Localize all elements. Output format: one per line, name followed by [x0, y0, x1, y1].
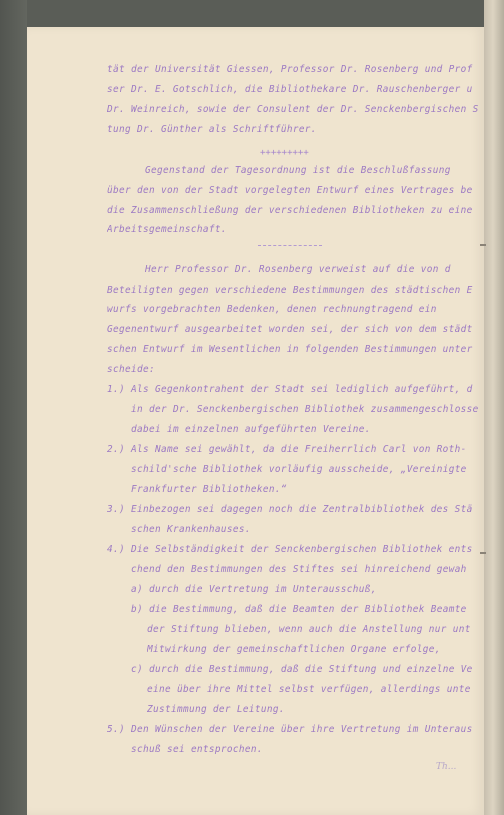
- text-line: dabei im einzelnen aufgeführten Vereine.: [131, 424, 371, 435]
- list-item: 2.) Als Name sei gewählt, da die Freiherrlich Carl von Roth-: [107, 444, 467, 455]
- handwritten-signature: Th...: [436, 762, 457, 772]
- page-mark: [480, 552, 486, 554]
- page-edge: [484, 0, 504, 815]
- text-line: tät der Universität Giessen, Professor Dr. Rosenberg und Prof: [107, 64, 473, 75]
- sub-list-item: c) durch die Bestimmung, daß die Stiftung und einzelne Ve: [131, 664, 473, 675]
- sub-list-item: b) die Bestimmung, daß die Beamten der Bibliothek Beamte: [131, 604, 467, 615]
- text-line: wurfs vorgebrachten Bedenken, denen rechnungtragend ein: [107, 304, 437, 315]
- list-item: 3.) Einbezogen sei dagegen noch die Zentralbibliothek des Stä: [107, 504, 473, 515]
- text-line: Zustimmung der Leitung.: [147, 704, 285, 715]
- sub-list-item: a) durch die Vertretung im Unterausschuß,: [131, 584, 377, 595]
- list-item: 4.) Die Selbständigkeit der Senckenbergischen Bibliothek ents: [107, 544, 473, 555]
- text-line: schen Krankenhauses.: [131, 524, 251, 535]
- text-line: schuß sei entsprochen.: [131, 744, 263, 755]
- text-line: über den von der Stadt vorgelegten Entwurf eines Vertrages be: [107, 185, 473, 196]
- text-line: Mitwirkung der gemeinschaftlichen Organe erfolge,: [147, 644, 441, 655]
- text-line: chend den Bestimmungen des Stiftes sei hinreichend gewah: [131, 564, 467, 575]
- separator-marks: +++++++++: [260, 148, 309, 158]
- text-line: eine über ihre Mittel selbst verfügen, allerdings unte: [147, 684, 471, 695]
- text-line: die Zusammenschließung der verschiedenen Bibliotheken zu eine: [107, 205, 473, 216]
- text-line: ser Dr. E. Gotschlich, die Bibliothekare Dr. Rauschenberger u: [107, 84, 473, 95]
- section-divider: [258, 245, 322, 246]
- text-line: Gegenstand der Tagesordnung ist die Beschlußfassung: [145, 165, 451, 176]
- page-mark: [480, 244, 486, 246]
- text-line: Herr Professor Dr. Rosenberg verweist auf die von d: [145, 264, 451, 275]
- text-line: schild'sche Bibliothek vorläufig ausscheide, „Vereinigte: [131, 464, 467, 475]
- text-line: tung Dr. Günther als Schriftführer.: [107, 124, 317, 135]
- text-line: der Stiftung blieben, wenn auch die Anstellung nur unt: [147, 624, 471, 635]
- text-line: schen Entwurf im Wesentlichen in folgenden Bestimmungen unter: [107, 344, 473, 355]
- background-top: [27, 0, 484, 27]
- text-line: Gegenentwurf ausgearbeitet worden sei, der sich von dem städt: [107, 324, 473, 335]
- text-line: Beteiligten gegen verschiedene Bestimmungen des städtischen E: [107, 285, 473, 296]
- document-page: [27, 27, 484, 815]
- text-line: in der Dr. Senckenbergischen Bibliothek zusammengeschlosse: [131, 404, 479, 415]
- text-line: Dr. Weinreich, sowie der Consulent der Dr. Senckenbergischen S: [107, 104, 479, 115]
- text-line: Frankfurter Bibliotheken.“: [131, 484, 287, 495]
- background-left: [0, 0, 27, 815]
- list-item: 1.) Als Gegenkontrahent der Stadt sei lediglich aufgeführt, d: [107, 384, 473, 395]
- text-line: scheide:: [107, 364, 155, 375]
- list-item: 5.) Den Wünschen der Vereine über ihre Vertretung im Unteraus: [107, 724, 473, 735]
- text-line: Arbeitsgemeinschaft.: [107, 224, 227, 235]
